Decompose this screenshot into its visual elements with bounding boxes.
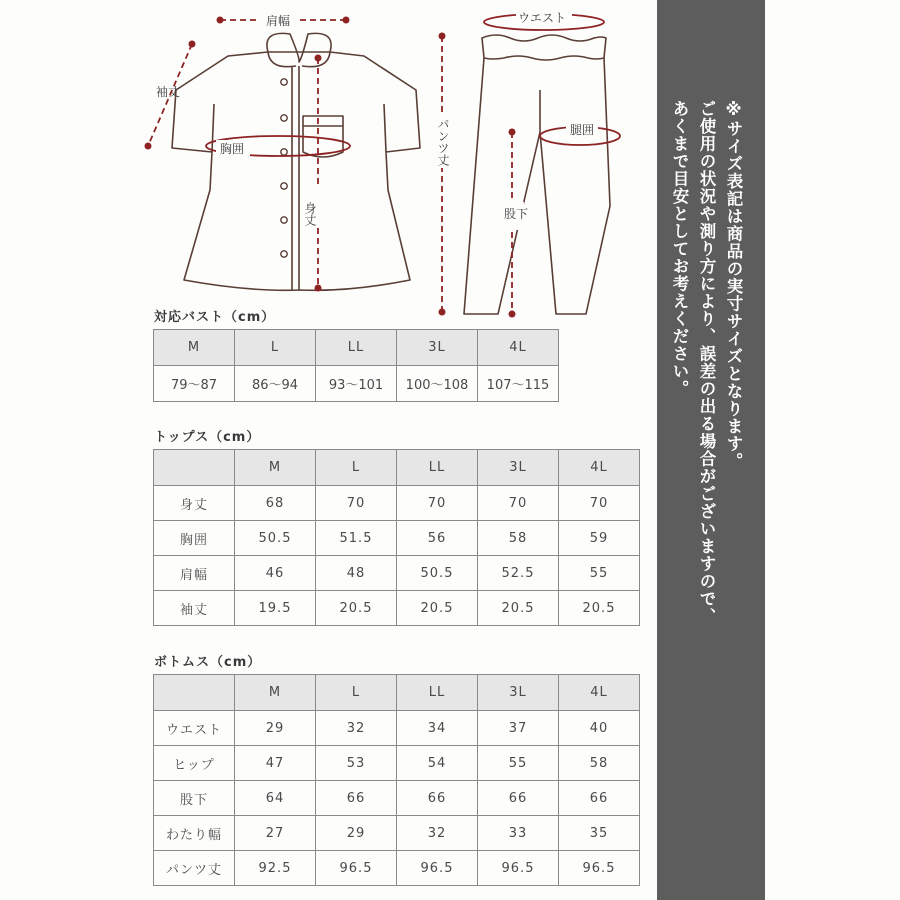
table-cell: 40: [559, 711, 640, 746]
row-label: パンツ丈: [154, 851, 235, 886]
size-header: L: [316, 450, 397, 486]
table-row: [154, 746, 640, 781]
tops-header-row: [154, 450, 640, 486]
shirt-buttons: [281, 79, 287, 257]
table-cell: 64: [235, 781, 316, 816]
pants-illustration: [464, 35, 610, 314]
size-header: M: [235, 675, 316, 711]
table-cell: 96.5: [559, 851, 640, 886]
size-header: 4L: [559, 450, 640, 486]
table-cell: 54: [397, 746, 478, 781]
corner-cell: [154, 450, 235, 486]
table-cell: 66: [316, 781, 397, 816]
table-cell: 70: [316, 486, 397, 521]
table-cell: 53: [316, 746, 397, 781]
bust-value-cell: 107〜115: [478, 366, 559, 402]
table-cell: 37: [478, 711, 559, 746]
table-cell: 96.5: [397, 851, 478, 886]
row-label: 股下: [154, 781, 235, 816]
table-cell: 50.5: [235, 521, 316, 556]
bust-table-title: 対応バスト（cm）: [154, 310, 276, 325]
table-cell: 70: [478, 486, 559, 521]
size-header: L: [316, 675, 397, 711]
size-note-text: ※サイズ表記は商品の実寸サイズとなります。 ご使用の状況や測り方により、誤差の出る場合がございますので、 あくまで目安としてお考えください。: [670, 100, 743, 625]
size-header: 3L: [478, 675, 559, 711]
table-cell: 66: [478, 781, 559, 816]
chest-label: 胸囲: [220, 142, 245, 156]
size-header: 4L: [559, 675, 640, 711]
size-header: LL: [316, 330, 397, 366]
row-label: ヒップ: [154, 746, 235, 781]
table-cell: 47: [235, 746, 316, 781]
shirt-illustration: [172, 33, 420, 290]
table-cell: 70: [559, 486, 640, 521]
size-header: LL: [397, 450, 478, 486]
table-row: [154, 486, 640, 521]
table-cell: 58: [478, 521, 559, 556]
tops-size-table: [153, 449, 640, 626]
table-cell: 33: [478, 816, 559, 851]
table-cell: 92.5: [235, 851, 316, 886]
table-cell: 20.5: [316, 591, 397, 626]
size-header: 4L: [478, 330, 559, 366]
size-header: LL: [397, 675, 478, 711]
table-cell: 70: [397, 486, 478, 521]
table-cell: 20.5: [397, 591, 478, 626]
table-cell: 50.5: [397, 556, 478, 591]
table-cell: 58: [559, 746, 640, 781]
table-cell: 34: [397, 711, 478, 746]
sleeve-label: 袖丈: [156, 85, 181, 99]
inseam-label: 股下: [504, 207, 529, 221]
table-cell: 20.5: [559, 591, 640, 626]
table-cell: 32: [397, 816, 478, 851]
table-cell: 51.5: [316, 521, 397, 556]
table-cell: 48: [316, 556, 397, 591]
thigh-label: 腿囲: [570, 123, 595, 137]
row-label: 袖丈: [154, 591, 235, 626]
table-cell: 29: [316, 816, 397, 851]
table-cell: 55: [478, 746, 559, 781]
row-label: 肩幅: [154, 556, 235, 591]
bottoms-header-row: [154, 675, 640, 711]
garment-measurement-diagram: [0, 0, 657, 320]
table-row: [154, 781, 640, 816]
table-cell: 46: [235, 556, 316, 591]
corner-cell: [154, 675, 235, 711]
table-cell: 56: [397, 521, 478, 556]
pants-length-label: パンツ丈: [436, 118, 450, 166]
table-row: [154, 711, 640, 746]
table-row: [154, 556, 640, 591]
table-cell: 20.5: [478, 591, 559, 626]
bust-size-table: [153, 329, 559, 402]
row-label: ウエスト: [154, 711, 235, 746]
shoulder-label: 肩幅: [266, 14, 291, 28]
tops-table-title: トップス（cm）: [154, 430, 261, 445]
table-cell: 96.5: [316, 851, 397, 886]
row-label: わたり幅: [154, 816, 235, 851]
table-cell: 52.5: [478, 556, 559, 591]
size-header: M: [235, 450, 316, 486]
bust-value-cell: 100〜108: [397, 366, 478, 402]
size-header: M: [154, 330, 235, 366]
table-row: [154, 851, 640, 886]
row-label: 胸囲: [154, 521, 235, 556]
table-cell: 35: [559, 816, 640, 851]
table-row: [154, 816, 640, 851]
size-header: 3L: [397, 330, 478, 366]
size-header: L: [235, 330, 316, 366]
table-cell: 59: [559, 521, 640, 556]
size-header: 3L: [478, 450, 559, 486]
table-cell: 66: [397, 781, 478, 816]
size-note-panel: [657, 0, 765, 900]
table-row: [154, 521, 640, 556]
bust-value-row: [154, 366, 559, 402]
table-cell: 55: [559, 556, 640, 591]
bottoms-size-table: [153, 674, 640, 886]
row-label: 身丈: [154, 486, 235, 521]
pants-measure-lines: [442, 36, 512, 314]
table-cell: 96.5: [478, 851, 559, 886]
table-cell: 68: [235, 486, 316, 521]
bust-value-cell: 86〜94: [235, 366, 316, 402]
body-length-label: 身丈: [303, 202, 317, 226]
table-cell: 32: [316, 711, 397, 746]
bust-header-row: [154, 330, 559, 366]
bottoms-table-title: ボトムス（cm）: [154, 655, 262, 670]
bust-value-cell: 93〜101: [316, 366, 397, 402]
waist-label: ウエスト: [518, 11, 567, 25]
bust-value-cell: 79〜87: [154, 366, 235, 402]
table-cell: 66: [559, 781, 640, 816]
table-cell: 29: [235, 711, 316, 746]
table-cell: 27: [235, 816, 316, 851]
table-row: [154, 591, 640, 626]
table-cell: 19.5: [235, 591, 316, 626]
